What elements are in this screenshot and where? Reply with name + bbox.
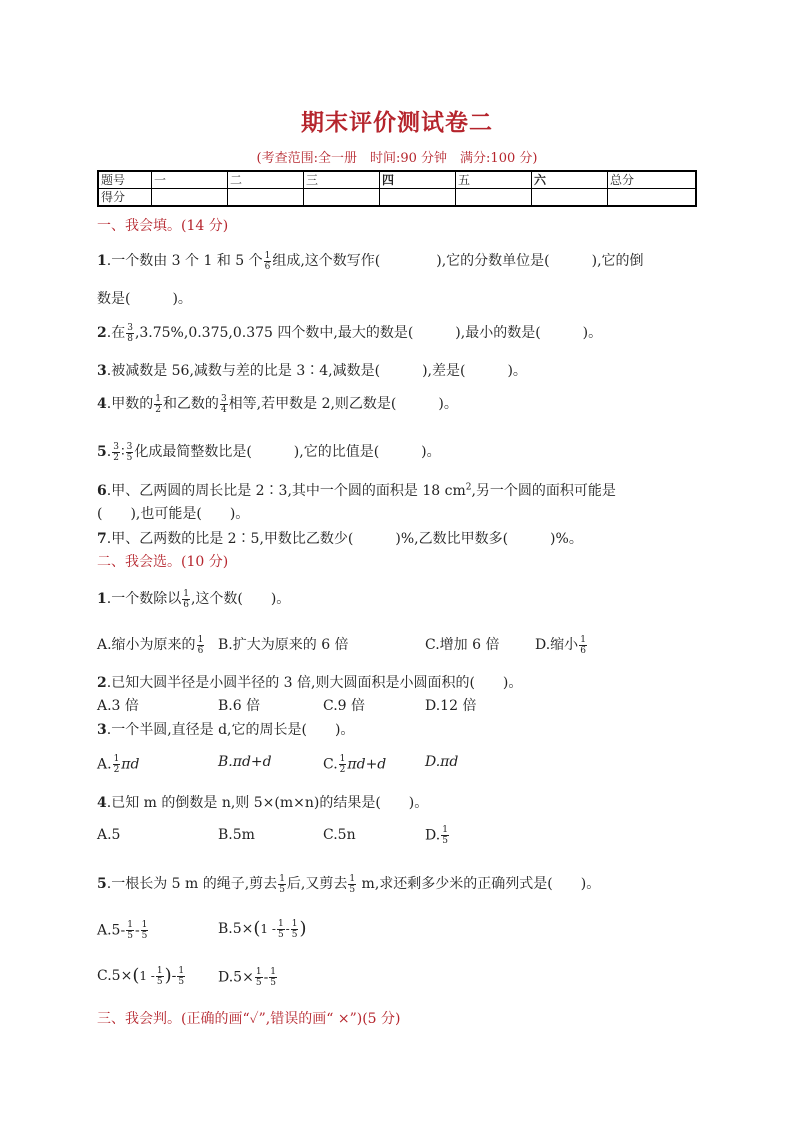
question-text: .甲数的 [106,396,154,412]
numerator: 1 [155,393,161,404]
numerator: 1 [339,754,346,764]
fraction [197,635,205,656]
question-number: 7 [97,531,107,547]
question-text: .甲、乙两数的比是 2∶5,甲数比乙数少( )%,乙数比甲数多( )%。 [106,531,583,547]
denominator: 4 [220,404,227,415]
choice-question-5 [97,873,600,895]
fraction [348,874,356,895]
question-text: m,求还剩多少米的正确列式是( )。 [357,876,601,892]
option-c[interactable] [323,754,386,775]
table-cell: 题号 [98,171,152,189]
fraction [220,394,228,415]
option-text: A.5- [97,922,126,939]
option-text: B.5× [218,921,254,937]
question-text: 后,又剪去 [286,876,348,892]
fill-question-3 [97,360,527,380]
question-text: .一个数由 3 个 1 和 5 个 [106,253,263,269]
question-text: 组成,这个数写作( ),它的分数单位是( ),它的倒 [272,253,644,269]
paren-close: ) [299,918,307,939]
fraction [182,589,190,610]
question-text: .已知 m 的倒数是 n,则 5×(m×n)的结果是( )。 [106,795,429,811]
option-d[interactable] [425,825,450,846]
fraction [113,754,121,775]
option-d[interactable] [535,634,588,656]
score-input-cell[interactable] [228,189,304,207]
fraction [156,966,164,987]
option-text: πd [121,756,140,773]
numerator: 1 [183,588,189,599]
paren-open: ( [132,965,140,986]
numerator: 1 [127,920,133,930]
table-cell: 三 [304,171,380,189]
option-text: D. [425,827,441,844]
numerator: 1 [349,873,356,884]
question-text: 和乙数的 [162,396,219,412]
superscript: 2 [465,482,472,493]
option-text: A.缩小为原来的 [97,637,196,653]
option-c[interactable]: C.9 倍 [323,698,366,714]
fraction [264,251,272,272]
option-text: C. [323,756,338,773]
paren-open: ( [253,918,261,939]
denominator: 6 [264,261,271,272]
denominator: 2 [113,452,119,463]
fraction [177,966,185,987]
fill-question-6 [97,480,616,500]
fraction [255,967,263,988]
fraction [291,919,299,940]
denominator: 6 [580,645,586,656]
denominator: 5 [156,976,163,987]
option-text: - [285,922,290,936]
denominator: 6 [197,645,204,656]
denominator: 5 [255,978,262,988]
option-text: 1 - [139,969,155,983]
fraction [126,323,134,344]
option-text: - [171,968,177,984]
table-row [98,171,696,189]
numerator: 3 [126,441,133,452]
section-choice-heading: 二、我会选。(10 分) [97,554,229,570]
fraction [141,920,149,941]
option-a[interactable] [97,920,149,941]
denominator: 5 [127,931,133,941]
denominator: 5 [277,929,284,940]
table-cell: 六 [532,171,608,189]
fill-question-2 [97,322,602,344]
score-input-cell[interactable] [380,189,456,207]
denominator: 5 [270,978,277,988]
question-text: 化成最简整数比是( ),它的比值是( )。 [134,444,441,460]
fill-question-6-cont: ( ),也可能是( )。 [97,506,250,522]
question-number: 4 [97,795,107,811]
option-c[interactable]: C.增加 6 倍 [425,637,500,653]
denominator: 5 [279,884,285,895]
option-b[interactable]: B.5m [218,827,255,843]
page-title: 期末评价测试卷二 [301,109,493,136]
denominator: 2 [155,404,161,415]
denominator: 5 [126,452,133,463]
question-number: 1 [97,591,107,607]
question-text: .甲、乙两圆的周长比是 2∶3,其中一个圆的面积是 18 cm [106,483,466,499]
option-text: - [263,969,269,986]
option-a[interactable] [97,754,139,775]
score-input-cell[interactable] [608,189,697,207]
question-text: .被减数是 56,减数与差的比是 3∶4,减数是( ),差是( )。 [106,363,527,379]
fraction [126,442,134,463]
question-number: 3 [97,363,107,379]
score-input-cell[interactable] [456,189,532,207]
question-number: 2 [97,675,107,691]
numerator: 1 [156,965,163,976]
option-b[interactable]: B.扩大为原来的 6 倍 [218,637,349,653]
option-text: C.5× [97,968,133,984]
denominator: 5 [178,976,185,987]
option-c[interactable] [97,965,186,987]
choice-question-1 [97,588,290,610]
score-table [97,170,697,207]
option-a[interactable]: A.3 倍 [97,698,139,714]
option-a[interactable] [97,634,205,656]
table-row [98,189,696,207]
fraction [126,920,134,941]
option-text: D.5× [218,969,254,986]
fraction [154,394,162,415]
denominator: 2 [339,765,346,775]
option-text: - [134,922,140,939]
fill-question-4 [97,393,458,415]
numerator: 3 [113,441,119,452]
paren-close: ) [164,965,172,986]
question-number: 6 [97,483,107,499]
section-fill-heading: 一、我会填。(14 分) [97,218,229,234]
question-text: . [106,444,112,460]
option-d[interactable] [218,967,278,988]
option-text: A. [97,756,112,773]
numerator: 1 [264,250,271,261]
option-a[interactable]: A.5 [97,827,121,843]
fill-question-7 [97,528,583,548]
score-input-cell[interactable] [532,189,608,207]
fraction [441,825,449,846]
denominator: 8 [127,333,133,344]
numerator: 3 [220,393,227,404]
numerator: 1 [291,918,298,929]
denominator: 5 [442,836,448,846]
question-text: .已知大圆半径是小圆半径的 3 倍,则大圆面积是小圆面积的( )。 [106,675,523,691]
score-input-cell[interactable] [304,189,380,207]
numerator: 1 [141,920,148,930]
fill-question-1 [97,250,644,272]
option-text: D.缩小 [535,637,579,653]
fraction [339,754,347,775]
fill-question-5 [97,441,441,463]
question-text: .在 [106,325,126,341]
fraction [269,967,277,988]
numerator: 1 [197,634,204,645]
numerator: 1 [442,825,448,835]
question-number: 3 [97,722,107,738]
option-d[interactable] [425,754,458,770]
denominator: 5 [291,929,298,940]
option-b[interactable]: B.6 倍 [218,698,261,714]
option-text: 1 - [260,922,276,936]
question-text: ,3.75%,0.375,0.375 四个数中,最大的数是( ),最小的数是( )。 [134,325,603,341]
table-cell: 总分 [608,171,697,189]
question-text: .一个数除以 [106,591,182,607]
ratio-colon: ∶ [120,444,125,460]
fraction [579,635,587,656]
option-text: B.πd+d [218,754,272,770]
option-b[interactable] [218,918,307,940]
question-text: 相等,若甲数是 2,则乙数是( )。 [228,396,458,412]
choice-question-2 [97,672,522,692]
score-input-cell[interactable] [152,189,228,207]
fraction [112,442,120,463]
option-b[interactable] [218,754,272,770]
numerator: 1 [113,754,120,764]
denominator: 6 [183,599,189,610]
numerator: 1 [580,634,586,645]
question-number: 4 [97,396,107,412]
question-number: 1 [97,253,107,269]
option-c[interactable]: C.5n [323,827,356,843]
question-number: 2 [97,325,107,341]
table-cell: 四 [380,171,456,189]
question-text: .一根长为 5 m 的绳子,剪去 [106,876,278,892]
numerator: 1 [255,967,262,977]
question-number: 5 [97,444,107,460]
question-text: ,另一个圆的面积可能是 [471,483,616,499]
table-cell: 二 [228,171,304,189]
question-number: 5 [97,876,107,892]
question-text: .一个半圆,直径是 d,它的周长是( )。 [106,722,355,738]
choice-question-3 [97,719,354,739]
denominator: 5 [141,931,148,941]
numerator: 1 [277,918,284,929]
option-d[interactable]: D.12 倍 [425,698,477,714]
table-cell: 一 [152,171,228,189]
numerator: 1 [178,965,185,976]
denominator: 5 [349,884,356,895]
fraction [278,874,286,895]
choice-question-4 [97,792,428,812]
numerator: 1 [270,967,277,977]
fill-question-1-cont: 数是( )。 [97,291,192,307]
fraction [277,919,285,940]
option-text: πd+d [347,756,387,773]
numerator: 3 [127,322,133,333]
option-text: D.πd [425,754,459,770]
exam-info: (考查范围:全一册 时间:90 分钟 满分:100 分) [256,151,538,166]
denominator: 2 [113,765,120,775]
section-judge-heading: 三、我会判。(正确的画“✓”,错误的画“ ×”)(5 分) [97,1011,401,1027]
question-text: ,这个数( )。 [190,591,291,607]
table-cell: 得分 [98,189,152,207]
numerator: 1 [279,873,285,884]
table-cell: 五 [456,171,532,189]
